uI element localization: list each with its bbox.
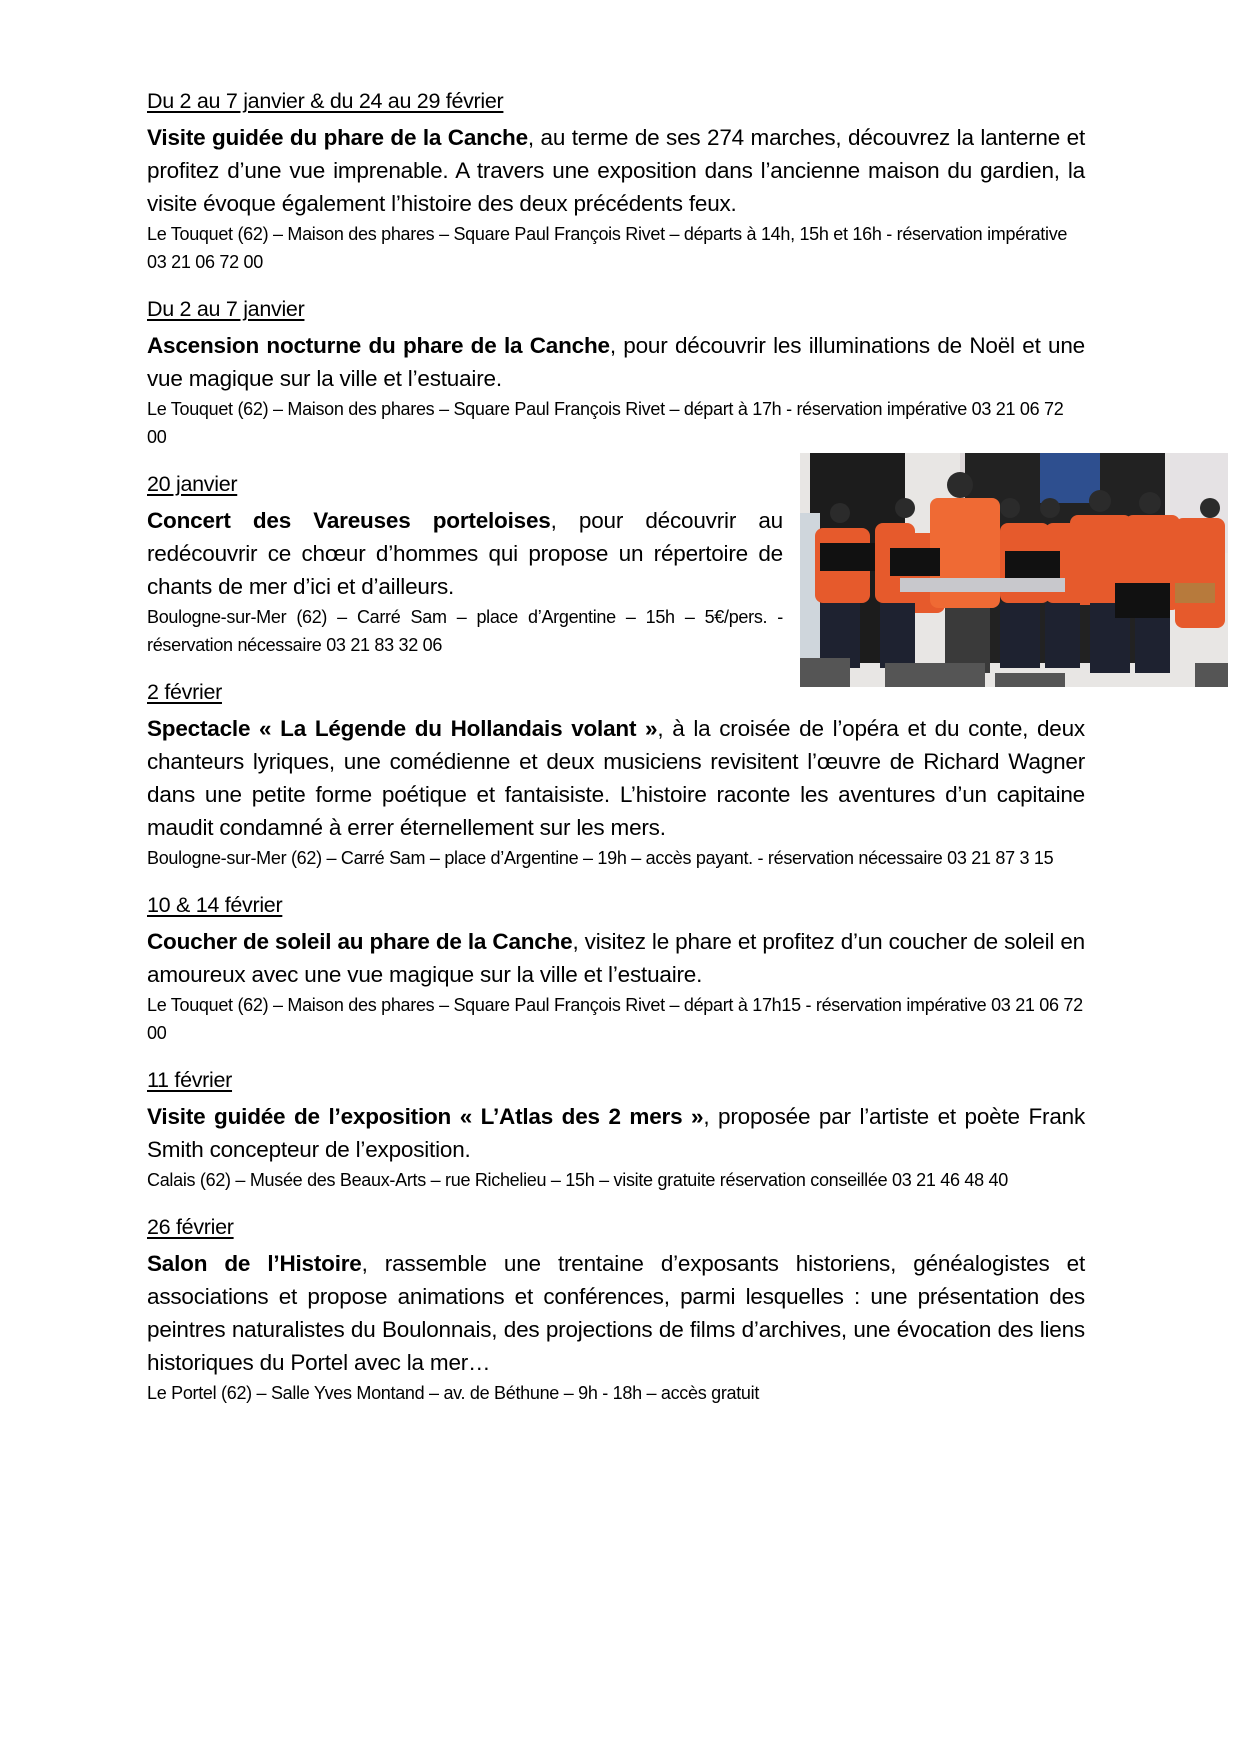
event-info: Calais (62) – Musée des Beaux-Arts – rue Richelieu – 15h – visite gratuite réservation conseillée 03 21 46 48 40	[147, 1170, 1008, 1190]
event-date: 20 janvier	[147, 472, 238, 496]
event-date: 11 février	[147, 1068, 233, 1092]
event-description: Coucher de soleil au phare de la Canche, visitez le phare et profitez d’un coucher de soleil en amoureux avec une vue magique sur la ville et l’estuaire.	[147, 929, 1085, 987]
event-info: Boulogne-sur-Mer (62) – Carré Sam – place d’Argentine – 15h – 5€/pers. - réservation nécessaire 03 21 83 32 06	[147, 607, 783, 655]
event-description: Visite guidée du phare de la Canche, au terme de ses 274 marches, découvrez la lanterne et profitez d’une vue imprenable. A travers une exposition dans l’ancienne maison du gardien, la visite évoque également l’histoire des deux précédents feux.	[147, 125, 1086, 216]
event-phare-visite	[147, 86, 1085, 276]
event-title: Salon de l’Histoire	[147, 1251, 362, 1276]
event-date: Du 2 au 7 janvier & du 24 au 29 février	[147, 89, 504, 113]
event-title: Spectacle « La Légende du Hollandais volant »	[147, 716, 658, 741]
event-description: Visite guidée de l’exposition « L’Atlas des 2 mers », proposée par l’artiste et poète Frank Smith concepteur de l’exposition.	[147, 1104, 1086, 1162]
event-description: Concert des Vareuses porteloises, pour découvrir au redécouvrir ce chœur d’hommes qui propose un répertoire de chants de mer d’ici et d’ailleurs.	[147, 508, 783, 599]
choir-photo	[800, 453, 1228, 687]
event-info: Le Touquet (62) – Maison des phares – Square Paul François Rivet – départ à 17h15 - réservation impérative 03 21 06 72 00	[147, 995, 1083, 1043]
event-info: Le Portel (62) – Salle Yves Montand – av. de Béthune – 9h - 18h – accès gratuit	[147, 1383, 760, 1403]
event-ascension-nocturne	[147, 294, 1085, 451]
event-title: Ascension nocturne du phare de la Canche	[147, 333, 610, 358]
event-info: Boulogne-sur-Mer (62) – Carré Sam – place d’Argentine – 19h – accès payant. - réservation nécessaire 03 21 87 3 15	[147, 848, 1054, 868]
event-info: Le Touquet (62) – Maison des phares – Square Paul François Rivet – départ à 17h - réservation impérative 03 21 06 72 00	[147, 399, 1064, 447]
event-salon-histoire	[147, 1212, 1085, 1407]
event-date: 2 février	[147, 680, 222, 704]
document-page	[147, 86, 1085, 1425]
event-description: Spectacle « La Légende du Hollandais volant », à la croisée de l’opéra et du conte, deux chanteurs lyriques, une comédienne et deux musiciens revisitent l’œuvre de Richard Wagner dans une petite forme poétique et fantaisiste. L’histoire raconte les aventures d’un capitaine maudit condamné à errer éternellement sur les mers.	[147, 716, 1085, 840]
event-description: Ascension nocturne du phare de la Canche, pour découvrir les illuminations de Noël et une vue magique sur la ville et l’estuaire.	[147, 333, 1085, 391]
event-date: Du 2 au 7 janvier	[147, 297, 305, 321]
choir-illustration	[800, 453, 1228, 687]
event-date: 26 février	[147, 1215, 234, 1239]
event-coucher-soleil	[147, 890, 1085, 1047]
event-description: Salon de l’Histoire, rassemble une trentaine d’exposants historiens, généalogistes et associations et propose animations et conférences, parmi lesquelles : une présentation des peintres naturalistes du Boulonnais, des projections de films d’archives, une évocation des liens historiques du Portel avec la mer…	[147, 1251, 1085, 1375]
event-info: Le Touquet (62) – Maison des phares – Square Paul François Rivet – départs à 14h, 15h et 16h - réservation impérative 03 21 06 72 00	[147, 224, 1068, 272]
event-title: Concert des Vareuses porteloises	[147, 508, 551, 533]
event-date: 10 & 14 février	[147, 893, 283, 917]
event-concert-vareuses	[147, 469, 1085, 659]
event-atlas-2-mers	[147, 1065, 1085, 1194]
event-title: Visite guidée du phare de la Canche	[147, 125, 528, 150]
event-title: Visite guidée de l’exposition « L’Atlas des 2 mers »	[147, 1104, 704, 1129]
event-title: Coucher de soleil au phare de la Canche	[147, 929, 573, 954]
event-spectacle-hollandais	[147, 677, 1085, 872]
